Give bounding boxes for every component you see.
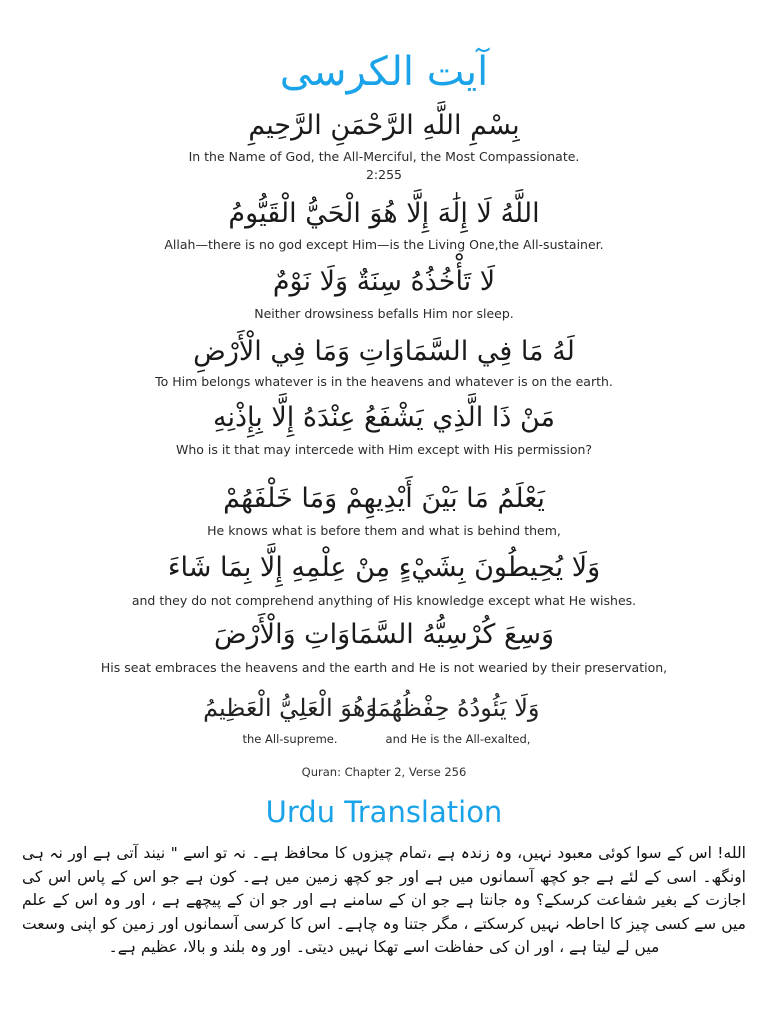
last-verse-arabic-left: وَهُوَ الْعَلِيُّ الْعَظِيمُ [203, 694, 377, 722]
verse-translation: Who is it that may intercede with Him except with His permission? [175, 442, 593, 457]
verse-translation: Allah—there is no god except Him—is the Living One,the All-sustainer. [164, 237, 604, 252]
verse-translation: Neither drowsiness befalls Him nor sleep. [254, 306, 514, 321]
last-verse-translation-right: and He is the All-exalted, [385, 732, 531, 746]
verse-arabic: اللَّهُ لَا إِلَٰهَ إِلَّا هُوَ الْحَيُّ الْقَيُّومُ [228, 198, 540, 229]
verse-arabic: لَا تَأْخُذُهُ سِنَةٌ وَلَا نَوْمٌ [272, 266, 496, 297]
last-verse-arabic-right: وَلَا يَئُودُهُ حِفْظُهُمَا [370, 694, 540, 722]
verse-arabic: وَسِعَ كُرْسِيُّهُ السَّمَاوَاتِ وَالْأَرْضَ [213, 619, 554, 650]
urdu-heading: Urdu Translation [265, 795, 503, 829]
urdu-translation-text: الله! اس کے سوا کوئی معبود نہیں، وہ زندہ ہے ،تمام چیزوں کا محافظ ہے۔ نہ تو اسے " نیند آتی ہے اور نہ ہی اونگھ۔ اسی کے لئے ہے جو کچھ آسمانوں میں ہے اور جو کچھ زمین میں ہے۔ کون ہے جو اس کے پاس اس کی اجازت کے بغیر شفاعت کرسکے؟ وہ جانتا ہے جو ان کے سامنے ہے اور جو ان کے پیچھے ہے ، اور وہ اس کے علم میں سے کسی چیز کا احاطہ نہیں کرسکتے ، مگر جتنا وہ چاہے۔ اس کا کرسی آسمانوں اور زمین کو اپنی وسعت میں لے لیتا ہے ، اور ان کی حفاظت اسے تھکا نہیں دیتی۔ اور وہ بلند و بالا، عظیم ہے۔ [22, 844, 746, 956]
verse-arabic: لَهُ مَا فِي السَّمَاوَاتِ وَمَا فِي الْأَرْضِ [193, 336, 575, 367]
basmala-translation: In the Name of God, the All-Merciful, the Most Compassionate. [188, 149, 580, 164]
basmala-arabic: بِسْمِ اللَّهِ الرَّحْمَنِ الرَّحِيمِ [248, 110, 520, 141]
verse-arabic: يَعْلَمُ مَا بَيْنَ أَيْدِيهِمْ وَمَا خَلْفَهُمْ [223, 483, 545, 514]
page-title: آیت الکرسی [279, 49, 489, 95]
verse-arabic: وَلَا يُحِيطُونَ بِشَيْءٍ مِنْ عِلْمِهِ إِلَّا بِمَا شَاءَ [167, 552, 601, 583]
verse-arabic: مَنْ ذَا الَّذِي يَشْفَعُ عِنْدَهُ إِلَّا بِإِذْنِهِ [213, 402, 555, 433]
verse-translation: He knows what is before them and what is behind them, [207, 523, 561, 538]
verse-reference: 2:255 [365, 167, 403, 182]
verse-translation: and they do not comprehend anything of His knowledge except what He wishes. [131, 593, 637, 608]
verse-translation: To Him belongs whatever is in the heavens and whatever is on the earth. [155, 374, 613, 389]
verse-translation: His seat embraces the heavens and the earth and He is not wearied by their preservation, [100, 660, 668, 675]
last-verse-translation-left: the All-supreme. [242, 732, 338, 746]
source-reference: Quran: Chapter 2, Verse 256 [301, 765, 467, 779]
